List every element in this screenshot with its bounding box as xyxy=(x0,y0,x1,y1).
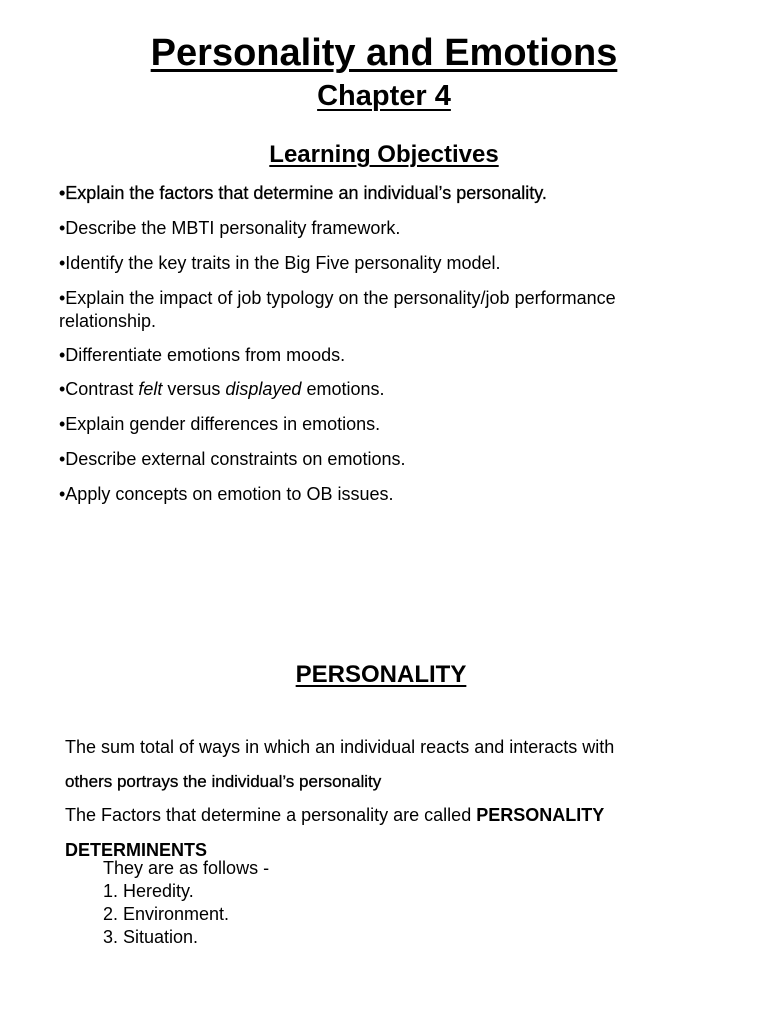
definition-line-2: others portrays the individual’s personality xyxy=(65,772,382,791)
objective-item: •Explain the impact of job typology on the personality/job performance relationship. xyxy=(59,288,616,331)
objective-item: •Explain the factors that determine an individual’s personality. xyxy=(59,183,547,203)
list-intro: They are as follows - xyxy=(103,858,270,878)
objective-middle: versus xyxy=(162,379,226,399)
objective-item: •Describe the MBTI personality framework. xyxy=(59,218,401,238)
personality-heading: PERSONALITY xyxy=(295,661,467,688)
objective-item-contrast xyxy=(59,378,699,401)
displayed-term: displayed xyxy=(225,379,302,399)
chapter-heading: Chapter 4 xyxy=(317,80,451,112)
objective-item: •Identify the key traits in the Big Five personality model. xyxy=(59,253,501,273)
determinants-list xyxy=(103,857,269,949)
learning-objectives-heading: Learning Objectives xyxy=(269,141,499,168)
factors-sentence xyxy=(65,804,725,827)
list-item: 1. Heredity. xyxy=(103,881,194,901)
felt-term: felt xyxy=(138,379,163,399)
definition-line-1: The sum total of ways in which an individual reacts and interacts with xyxy=(65,737,615,757)
list-item: 3. Situation. xyxy=(103,927,199,947)
objective-suffix: emotions. xyxy=(301,379,385,399)
document-title: Personality and Emotions xyxy=(150,32,618,74)
factors-term-part2: DETERMINENTS xyxy=(65,840,208,860)
objective-item: •Explain gender differences in emotions. xyxy=(59,414,381,434)
objective-item: •Differentiate emotions from moods. xyxy=(59,345,346,365)
objective-item: •Apply concepts on emotion to OB issues. xyxy=(59,484,394,504)
factors-term-part1: PERSONALITY xyxy=(476,805,605,825)
list-item: 2. Environment. xyxy=(103,904,230,924)
objective-prefix: •Contrast xyxy=(59,379,139,399)
objective-item: •Describe external constraints on emotions. xyxy=(59,449,406,469)
factors-text: The Factors that determine a personality are called xyxy=(65,805,477,825)
